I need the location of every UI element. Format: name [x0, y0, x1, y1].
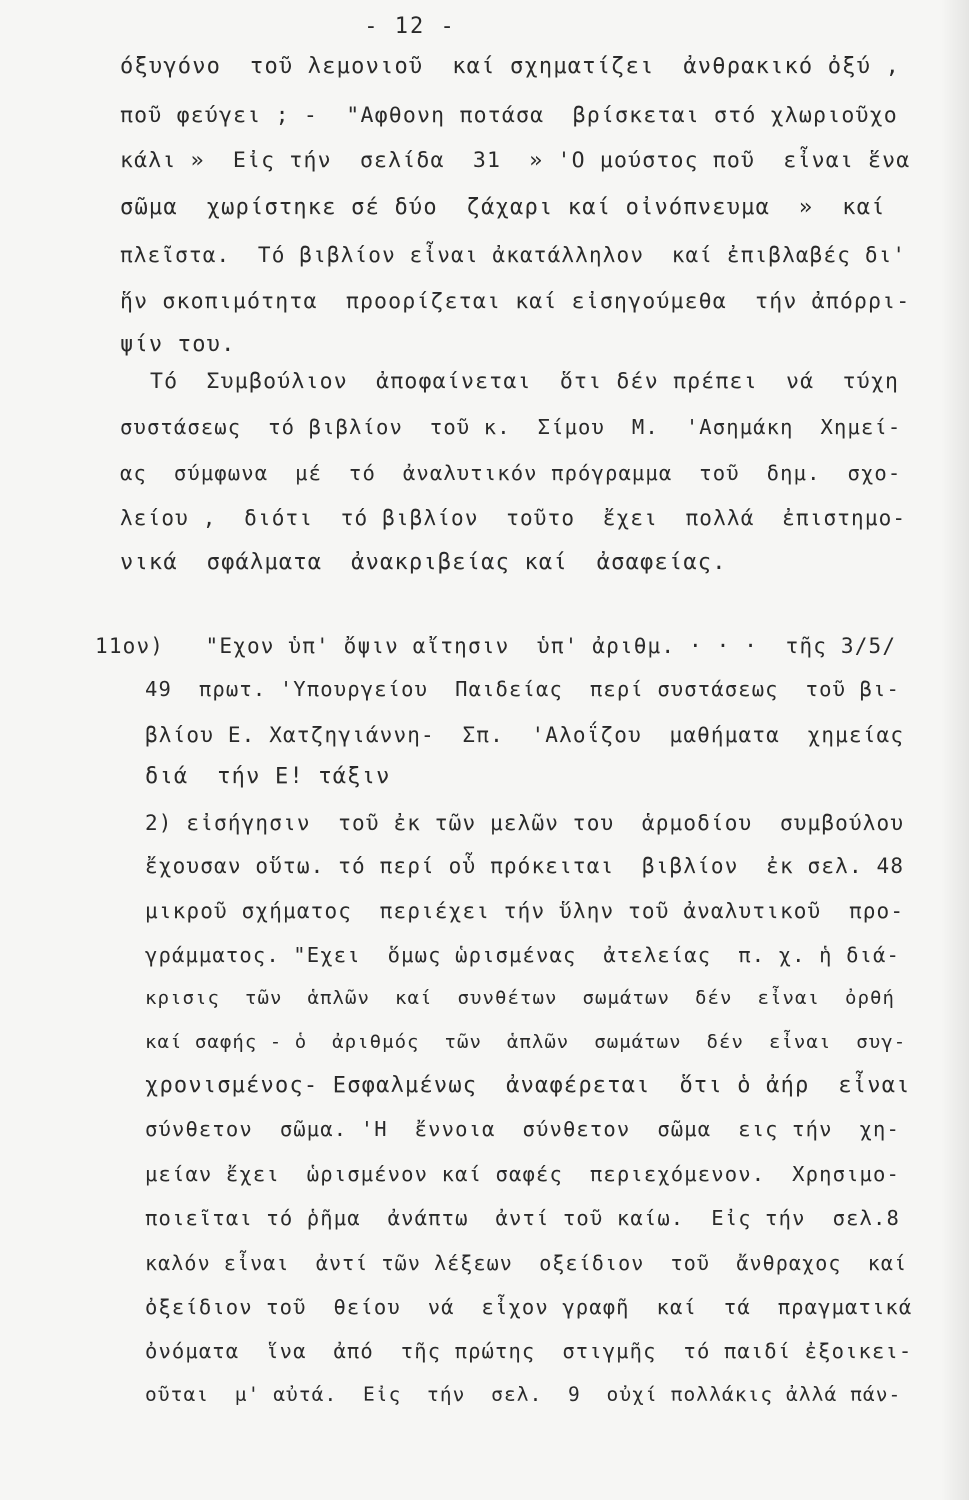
text-line: 11ον) "Εχον ὑπ' ὄψιν αἴτησιν ὑπ' ἀριθμ. · · · τῆς 3/5/	[95, 634, 897, 658]
text-line: Τό Συμβούλιον ἀποφαίνεται ὅτι δέν πρέπει νά τύχη	[150, 369, 900, 394]
text-line: μικροῦ σχήματος περιέχει τήν ὕλην τοῦ ἀναλυτικοῦ προ-	[145, 899, 905, 923]
text-line: ὀνόματα ἵνα ἀπό τῆς πρώτης στιγμῆς τό παιδί ἐξοικει-	[145, 1339, 913, 1363]
text-line: καί σαφής - ὁ ἀριθμός τῶν ἁπλῶν σωμάτων δέν εἶναι συγ-	[145, 1031, 907, 1053]
text-line: μείαν ἔχει ὡρισμένον καί σαφές περιεχόμενον. Χρησιμο-	[145, 1162, 900, 1186]
text-line: καλόν εἶναι ἀντί τῶν λέξεων οξείδιον τοῦ ἄνθραχος καί	[145, 1251, 908, 1275]
text-line: νικά σφάλματα ἀνακριβείας καί ἀσαφείας.	[120, 550, 727, 575]
text-line: διά τήν Ε! τάξιν	[145, 764, 391, 789]
text-line: κρισις τῶν ἁπλῶν καί συνθέτων σωμάτων δέν εἶναι ὀρθή	[145, 987, 895, 1009]
text-line: συστάσεως τό βιβλίον τοῦ κ. Σίμου Μ. 'Ασημάκη Χημεί-	[120, 415, 902, 439]
page-edge-shadow	[941, 0, 969, 1500]
text-line: σῶμα χωρίστηκε σέ δύο ζάχαρι καί οἰνόπνευμα » καί	[120, 195, 886, 220]
text-line: 49 πρωτ. 'Υπουργείου Παιδείας περί συστάσεως τοῦ βι-	[145, 677, 900, 701]
text-line: χρονισμένος- Εσφαλμένως ἀναφέρεται ὅτι ὁ ἀήρ εἶναι	[145, 1073, 911, 1098]
text-line: λείου , διότι τό βιβλίον τοῦτο ἔχει πολλά ἐπιστημο-	[120, 506, 907, 530]
text-line: κάλι » Εἰς τήν σελίδα 31 » 'Ο μούστος ποῦ εἶναι ἕνα	[120, 148, 911, 173]
text-line: οῦται μ' αὐτά. Εἰς τήν σελ. 9 οὐχί πολλάκις ἀλλά πάν-	[145, 1383, 902, 1406]
text-line: ποῦ φεύγει ; - "Αφθονη ποτάσα βρίσκεται στό χλωριοῦχο	[120, 103, 898, 128]
text-line: ποιεῖται τό ῥῆμα ἀνάπτω ἀντί τοῦ καίω. Εἰς τήν σελ.8	[145, 1206, 900, 1230]
page-number: - 12 -	[364, 14, 456, 39]
text-line: σύνθετον σῶμα. 'Η ἔννοια σύνθετον σῶμα εις τήν χη-	[145, 1117, 900, 1141]
text-line: 2) εἰσήγησιν τοῦ ἐκ τῶν μελῶν του ἁρμοδίου συμβούλου	[145, 811, 905, 835]
text-line: ἥν σκοπιμότητα προορίζεται καί εἰσηγούμεθα τήν ἀπόρρι-	[120, 289, 911, 314]
text-line: ας σύμφωνα μέ τό ἀναλυτικόν πρόγραμμα τοῦ δημ. σχο-	[120, 461, 902, 485]
text-line: ἔχουσαν οὕτω. τό περί οὗ πρόκειται βιβλίον ἐκ σελ. 48	[145, 854, 905, 878]
text-line: ὀξείδιον τοῦ θείου νά εἶχον γραφῆ καί τά πραγματικά	[145, 1295, 913, 1319]
text-line: βλίου Ε. Χατζηγιάννη- Σπ. 'Αλοΐζου μαθήματα χημείας	[145, 723, 905, 747]
text-line: ψίν του.	[120, 332, 236, 357]
text-line: όξυγόνο τοῦ λεμονιοῦ καί σχηματίζει ἀνθρακικό ὀξύ ,	[120, 54, 901, 79]
text-line: πλεῖστα. Τό βιβλίον εἶναι ἀκατάλληλον καί ἐπιβλαβές δι'	[120, 243, 907, 267]
text-line: γράμματος. "Εχει ὅμως ὡρισμένας ἀτελείας π. χ. ἡ διά-	[145, 943, 900, 967]
